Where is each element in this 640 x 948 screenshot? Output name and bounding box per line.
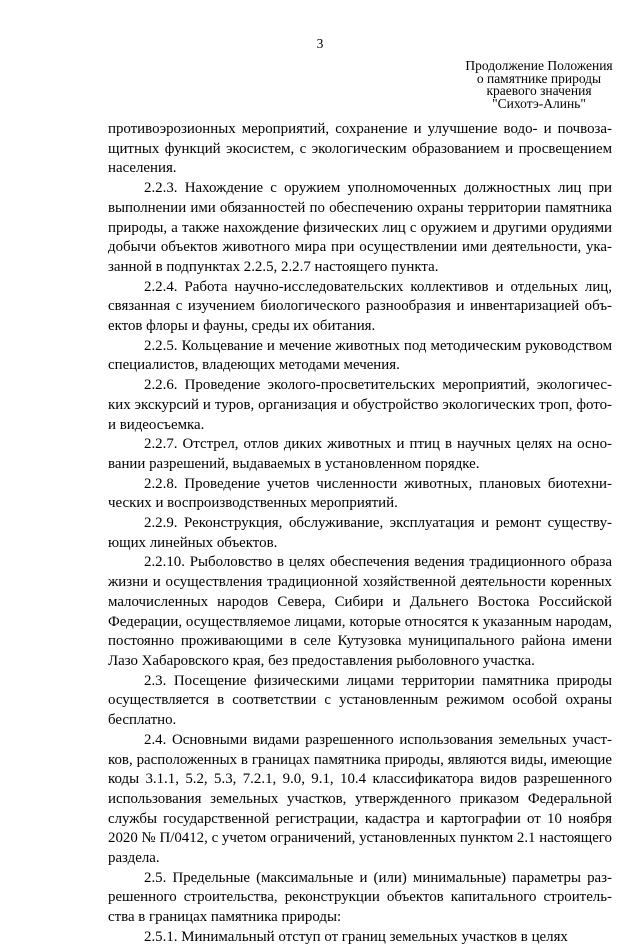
paragraph-2-2-9: 2.2.9. Реконструкция, обслуживание, эксплуатация и ремонт существующих линейных объектов. [108, 515, 612, 551]
paragraph-continuation: противоэрозионных мероприятий, сохранение и улучшение водо- и почвозащитных функций экосистем, с экологическим образованием и просвещением населения. [108, 121, 612, 177]
paragraph-2-2-10: 2.2.10. Рыболовство в целях обеспечения ведения традиционного образа жизни и осуществления традиционной хозяйственной деятельности коренных малочисленных народов Севера, Сибири и Дальнего Востока Российской Федерации, осуществляемое лицами, которые относятся к указанным народам, постоянно проживающими в селе Кутузовка муниципального района имени Лазо Хабаровского края, без предоставления рыболовного участка. [108, 554, 612, 669]
paragraph-2-4: 2.4. Основными видами разрешенного использования земельных участков, расположенных в границах памятника природы, являются виды, имеющие коды 3.1.1, 5.2, 5.3, 7.2.1, 9.0, 9.1, 10.4 классификатора видов разрешенного использования земельных участков, утвержденного приказом Федеральной службы государственной регистрации, кадастра и картографии от 10 ноября 2020 № П/0412, с учетом ограничений, установленных пунктом 2.1 настоящего раздела. [108, 731, 612, 867]
page-number: 3 [316, 36, 324, 51]
header-note [454, 60, 624, 110]
header-note-line: "Сихотэ-Алинь" [492, 95, 586, 111]
paragraph-2-2-7: 2.2.7. Отстрел, отлов диких животных и птиц в научных целях на основании разрешений, выдаваемых в установленном порядке. [108, 436, 612, 472]
paragraph-2-2-6: 2.2.6. Проведение эколого-просветительских мероприятий, экологических экскурсий и туров, организация и обустройство экологических троп, фото- и видеосъемка. [108, 377, 612, 433]
paragraph-2-5-1: 2.5.1. Минимальный отступ от границ земельных участков в целях [144, 928, 568, 945]
header-note-line: о памятнике природы [476, 70, 602, 86]
paragraph-2-5: 2.5. Предельные (максимальные и (или) минимальные) параметры разрешенного строительства, реконструкции объектов капитального строительства в границах памятника природы: [108, 869, 612, 926]
header-note-line: Продолжение Положения [465, 58, 613, 73]
paragraph-2-2-8: 2.2.8. Проведение учетов численности животных, плановых биотехнических и воспроизводственных мероприятий. [108, 475, 612, 512]
paragraph-2-2-4: 2.2.4. Работа научно-исследовательских коллективов и отдельных лиц, связанная с изучением биологического разнообразия и инвентаризацией объектов флоры и фауны, среды их обитания. [108, 278, 612, 335]
paragraph-2-3: 2.3. Посещение физическими лицами территории памятника природы осуществляется в соответствии с установленным режимом особой охраны бесплатно. [108, 672, 612, 729]
document-body [108, 120, 612, 948]
paragraph-2-2-3: 2.2.3. Нахождение с оружием уполномоченных должностных лиц при выполнении ими обязанностей по обеспечению охраны территории памятника природы, а также нахождение физических лиц с оружием и другими орудиями добычи объектов животного мира при осуществлении ими деятельности, указанной в подпунктах 2.2.5, 2.2.7 настоящего пункта. [108, 180, 612, 275]
header-note-line: краевого значения [486, 83, 592, 99]
paragraph-2-2-5: 2.2.5. Кольцевание и мечение животных под методическим руководством специалистов, владеющих методами мечения. [108, 337, 612, 374]
